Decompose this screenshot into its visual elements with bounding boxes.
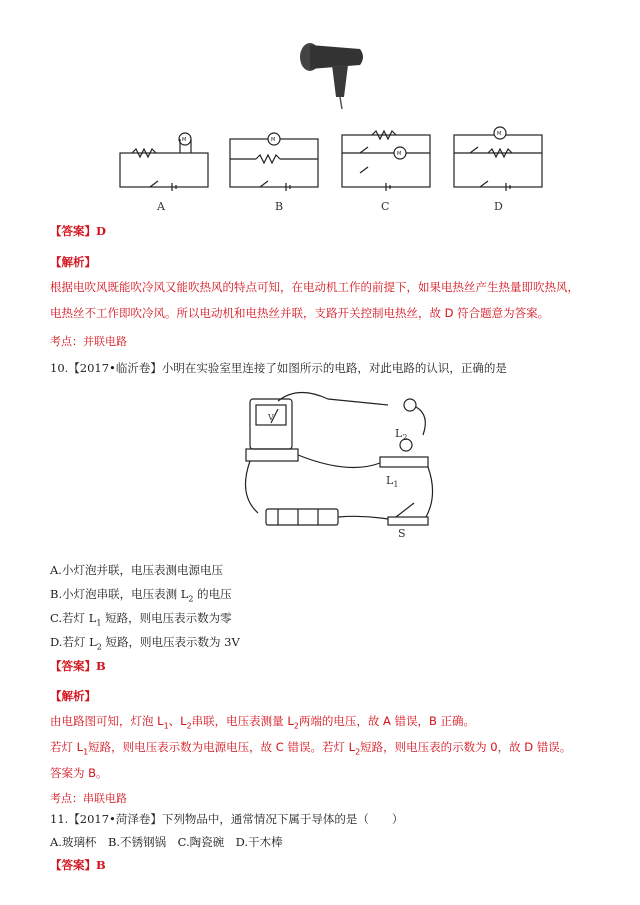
q10-option-b: B.小灯泡串联，电压表测 $L_2$ 的电压 [50,587,232,604]
q9-answer-label: 【答案】 [50,224,96,238]
label-l2: $L_2$ [395,427,408,443]
q9-kaodian: 考点：并联电路 [50,335,127,348]
q9-analysis-line1: 根据电吹风既能吹冷风又能吹热风的特点可知，在电动机工作的前提下，如果电热丝产生热量即吹热风， [50,280,579,294]
q10-option-a: A.小灯泡并联，电压表测电源电压 [50,563,223,577]
figure-label-b: B [275,200,284,213]
svg-text:M: M [397,151,402,157]
q10-analysis-line1: 由电路图可知，灯泡 $L_1$、$L_2$串联，电压表测量 $L_2$两端的电压，故 A 错误，B 正确。 [50,714,476,731]
svg-text:M: M [497,131,502,137]
q10-kaodian: 考点：串联电路 [50,792,127,805]
q9-analysis-line2: 电热丝不工作即吹冷风。所以电动机和电热丝并联，支路开关控制电热丝，故 D 符合题意为答案。 [50,306,550,320]
q10-option-d: D.若灯 $L_2$ 短路，则电压表示数为 3V [50,635,240,652]
label-s: S [398,527,406,540]
svg-text:M: M [182,137,187,143]
q11-options: A.玻璃杯 B.不锈钢锅 C.陶瓷碗 D.干木棒 [50,835,283,849]
figure-label-d: D [494,200,503,213]
svg-text:M: M [271,137,276,143]
q10-analysis-line3: 答案为 B。 [50,766,108,780]
q9-answer-value: D [96,224,106,238]
circuit-options-figure [110,125,550,215]
hair-dryer-figure [290,35,370,110]
figure-label-a: A [157,200,165,213]
q11-stem: 11.【2017•菏泽卷】下列物品中，通常情况下属于导体的是（ ） [50,812,404,826]
q10-answer: 【答案】B [50,659,106,673]
q9-answer [50,223,106,239]
figure-label-c: C [381,200,390,213]
q10-stem: 10.【2017•临沂卷】小明在实验室里连接了如图所示的电路，对此电路的认识，正确的是 [50,361,507,375]
q10-option-c: C.若灯 $L_1$ 短路，则电压表示数为零 [50,611,232,628]
q10-circuit-figure [238,385,438,545]
q10-analysis-line2: 若灯 $L_1$短路，则电压表示数为电源电压，故 C 错误。若灯 $L_2$短路，则电压表的示数为 0，故 D 错误。 [50,740,572,757]
q9-analysis-label: 【解析】 [50,255,96,269]
label-l1: $L_1$ [386,474,399,490]
q10-analysis-label: 【解析】 [50,689,96,703]
q11-answer: 【答案】B [50,858,106,872]
label-v: V [268,413,274,422]
